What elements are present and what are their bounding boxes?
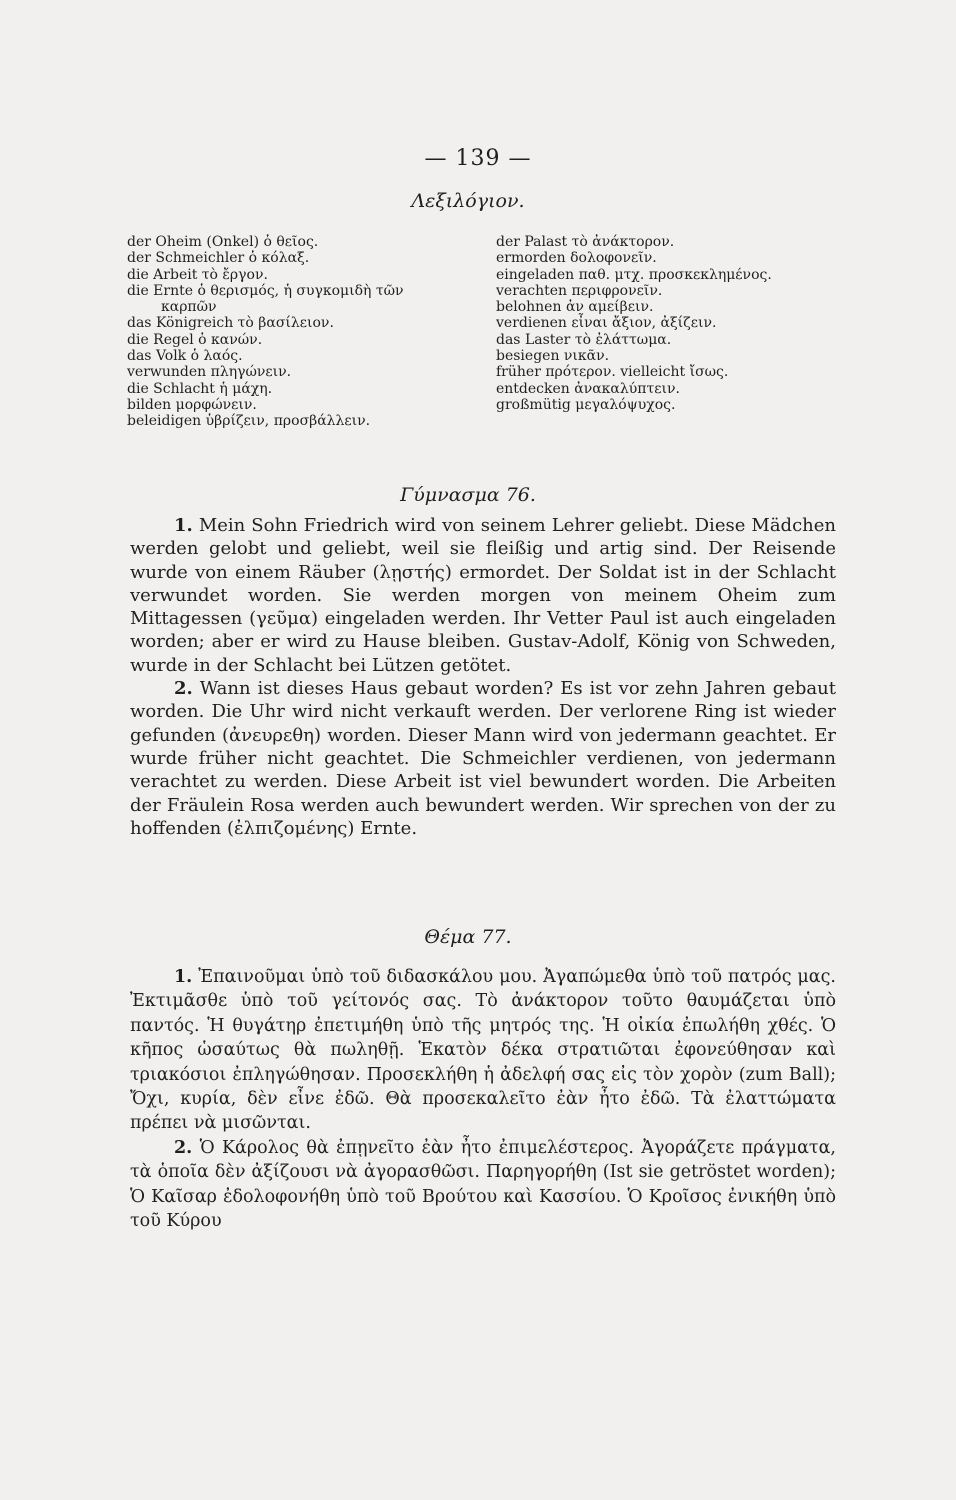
vocab-entry: die Schlacht ἡ μάχη. — [127, 380, 273, 397]
paragraph-text: Ἐπαινοῦμαι ὑπὸ τοῦ διδασκάλου μου. Ἀγαπώμεθα ὑπὸ τοῦ πατρός μας. Ἐκτιμᾶσθε ὑπὸ τοῦ γείτονός σας. Τὸ ἀνάκτορον τοῦτο θαυμάζεται ὑπὸ παντός. Ἡ θυγάτηρ ἐπετιμήθη ὑπὸ τῆς μητρός της. Ἡ οἰκία ἐπωλήθη χθές. Ὁ κῆπος ὡσαύτως θὰ πωληθῇ. Ἑκατὸν δέκα στρατιῶται ἐφονεύθησαν καὶ τριακόσιοι ἐπληγώθησαν. Προσεκλήθη ἡ ἀδελφή σας εἰς τὸν χορὸν (zum Ball); Ὄχι, κυρία, δὲν εἶνε ἐδῶ. Θὰ προσεκαλεῖτο ἐὰν ἦτο ἐδῶ. Τὰ ἐλαττώματα πρέπει νὰ μισῶνται. — [130, 967, 836, 1134]
exercise-77-title: Θέμα 77. — [424, 926, 512, 948]
vocab-entry: der Oheim (Onkel) ὁ θεῖος. — [127, 234, 319, 250]
paragraph-number: 1. — [174, 967, 193, 987]
paragraph-number: 1. — [174, 515, 193, 536]
paragraph-number: 2. — [174, 1137, 193, 1158]
exercise-77-paragraph-2 — [130, 1136, 836, 1234]
paragraph-number: 2. — [174, 678, 193, 700]
vocab-entry: die Ernte ὁ θερισμός, ἡ συγκομιδὴ τῶν — [127, 282, 404, 299]
exercise-76-title: Γύμνασμα 76. — [400, 484, 536, 506]
paragraph-text: Wann ist dieses Haus gebaut worden? Es ist vor zehn Jahren gebaut worden. Die Uhr wird nicht verkauft werden. Der verlorene Ring ist wieder gefunden (ἀνευρεθη) worden. Dieser Mann wird von jedermann geachtet. Er wurde früher nicht geachtet. Die Schmeichler verdienen, von jedermann verachtet zu werden. Diese Arbeit ist viel bewundert worden. Die Arbeiten der Fräulein Rosa werden auch bewundert werden. Wir sprechen von der zu hoffenden (ἐλπιζομένης) Ernte. — [130, 678, 836, 839]
vocab-entry: besiegen νικᾶν. — [496, 348, 610, 365]
vocab-entry: verdienen εἶναι ἄξιον, ἀξίζειν. — [496, 315, 717, 332]
vocab-entry: der Schmeichler ὁ κόλαξ. — [127, 250, 310, 267]
vocab-left-column — [127, 234, 467, 430]
vocab-entry: beleidigen ὑβρίζειν, προσβάλλειν. — [127, 413, 371, 430]
vocab-entry: großmütig μεγαλόψυχος. — [496, 396, 676, 413]
vocab-entry: verwunden πληγώνειν. — [127, 364, 292, 381]
vocab-entry: der Palast τὸ ἀνάκτορον. — [496, 234, 675, 250]
exercise-77-body — [130, 965, 836, 1233]
exercise-77-paragraph-1 — [130, 965, 836, 1136]
vocab-entry: das Königreich τὸ βασίλειον. — [127, 315, 334, 332]
vocab-right-column — [496, 234, 826, 413]
vocab-entry: die Regel ὁ κανών. — [127, 331, 263, 348]
paragraph-text: Ὁ Κάρολος θὰ ἐπῃνεῖτο ἐὰν ἦτο ἐπιμελέστερος. Ἀγοράζετε πράγματα, τὰ ὁποῖα δὲν ἀξίζουσι νὰ ἀγορασθῶσι. Παρηγορήθη (Ist sie getröstet worden); Ὁ Καῖσαρ ἐδολοφονήθη ὑπὸ τοῦ Βρούτου καὶ Κασσίου. Ὁ Κροῖσος ἐνικήθη ὑπὸ τοῦ Κύρου — [130, 1137, 836, 1232]
exercise-76-paragraph-2 — [130, 677, 836, 840]
vocab-entry: verachten περιφρονεῖν. — [496, 282, 663, 299]
vocab-entry: das Volk ὁ λαός. — [127, 348, 243, 365]
paragraph-text: Mein Sohn Friedrich wird von seinem Lehrer geliebt. Diese Mädchen werden gelobt und geliebt, weil sie fleißig und artig sind. Der Reisende wurde von einem Räuber (λῃστής) ermordet. Der Soldat ist in der Schlacht verwundet worden. Sie werden morgen von meinem Oheim zum Mittagessen (γεῦμα) eingeladen werden. Ihr Vetter Paul ist auch eingeladen worden; aber er wird zu Hause bleiben. Gustav-Adolf, König von Schweden, wurde in der Schlacht bei Lützen getötet. — [130, 515, 836, 676]
vocab-heading: Λεξιλόγιον. — [411, 190, 525, 212]
page-number: — 139 — — [424, 146, 532, 171]
vocab-entry: früher πρότερον. vielleicht ἴσως. — [496, 364, 729, 381]
vocab-entry: das Laster τὸ ἐλάττωμα. — [496, 331, 672, 348]
exercise-76-paragraph-1 — [130, 514, 836, 677]
vocab-entry: bilden μορφώνειν. — [127, 396, 257, 413]
vocab-entry: die Arbeit τὸ ἔργον. — [127, 266, 268, 283]
vocab-entry-continuation: καρπῶν — [161, 299, 217, 316]
vocab-entry: belohnen ἀν αμείβειν. — [496, 299, 654, 316]
vocab-entry: entdecken ἀνακαλύπτειν. — [496, 380, 680, 397]
vocab-entry: ermorden δολοφονεῖν. — [496, 250, 657, 267]
exercise-76-body — [130, 514, 836, 840]
vocab-entry: eingeladen παθ. μτχ. προσκεκλημένος. — [496, 266, 772, 283]
